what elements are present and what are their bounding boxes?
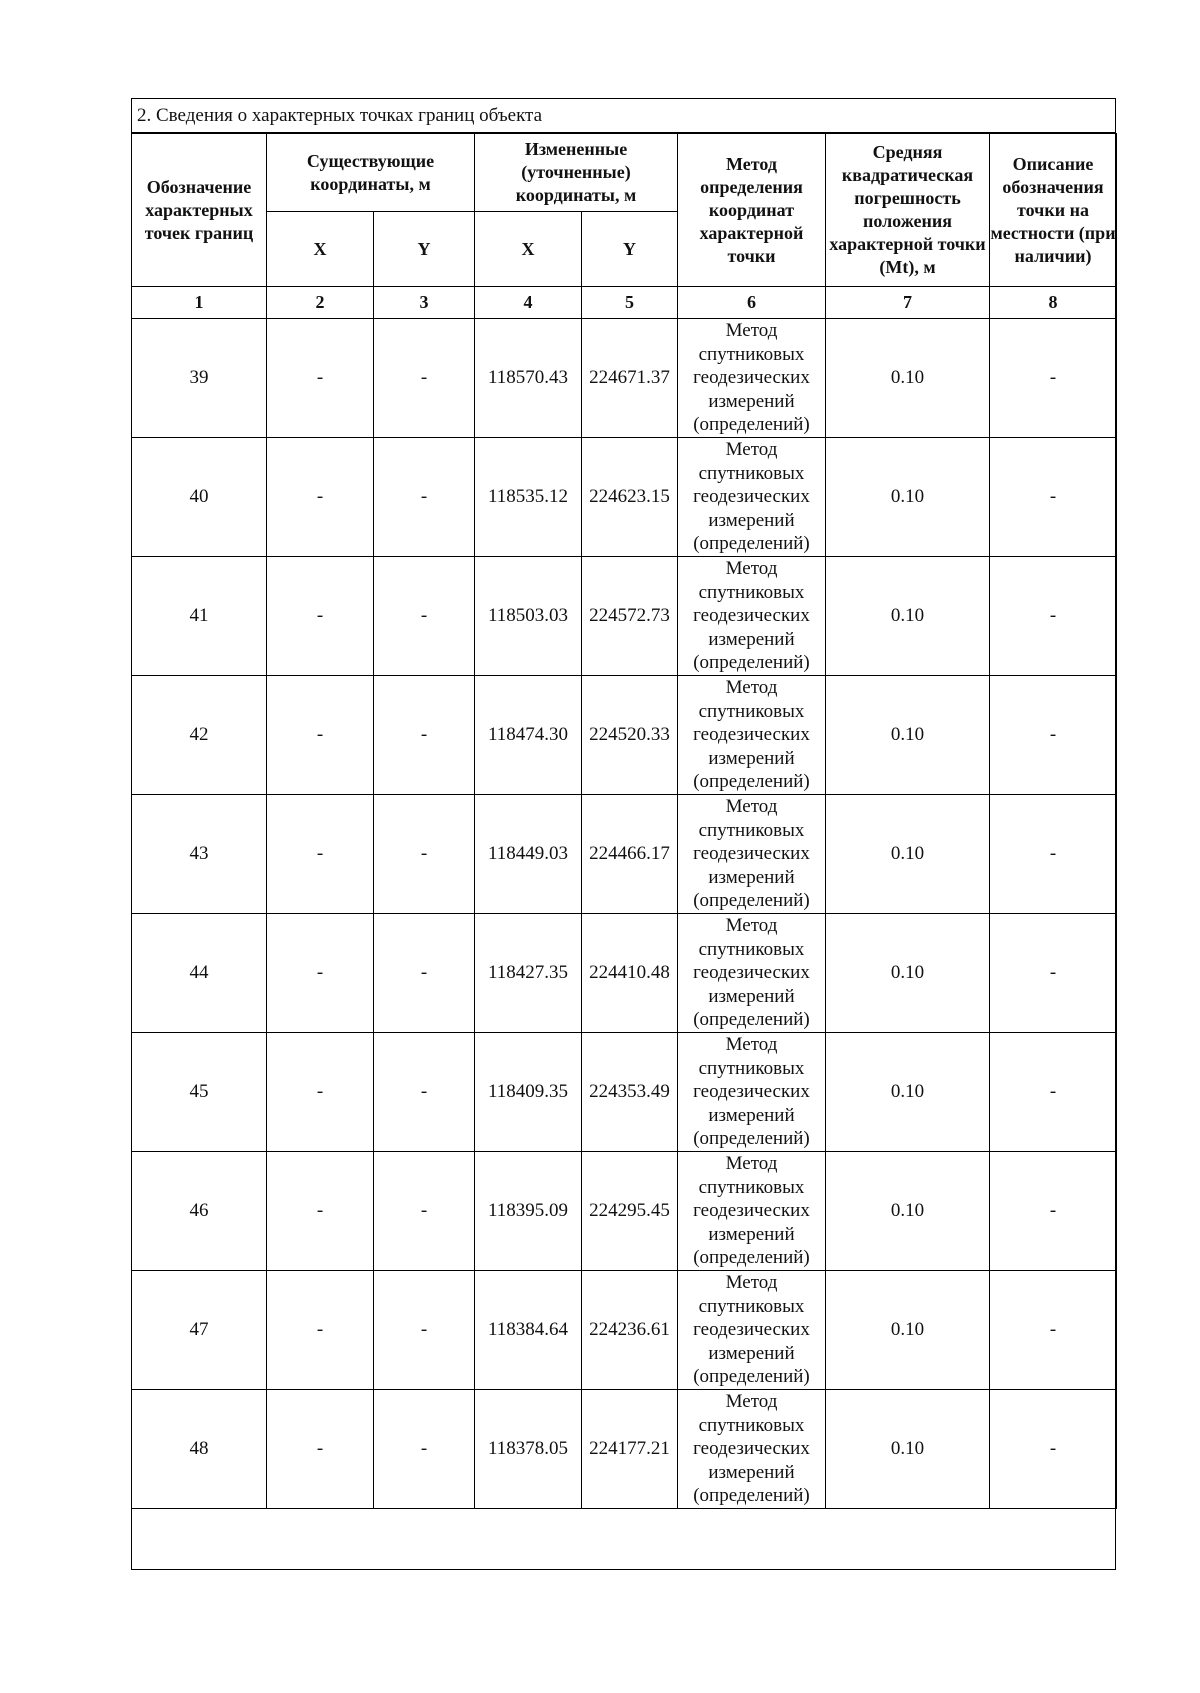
table-row: [132, 557, 1117, 676]
point-description: -: [990, 557, 1117, 676]
mean-square-error: 0.10: [826, 319, 990, 438]
mean-square-error: 0.10: [826, 557, 990, 676]
method-line: спутниковых: [698, 462, 805, 484]
point-number: 48: [132, 1390, 267, 1509]
point-description: -: [990, 1152, 1117, 1271]
header-existing-coords: Существующие координаты, м: [267, 134, 475, 212]
header-error: Средняя квадратическая погрешность положения характерной точки (Mt), м: [826, 134, 990, 287]
table-row: [132, 1152, 1117, 1271]
method-cell: [678, 1033, 826, 1152]
point-number: 47: [132, 1271, 267, 1390]
changed-x: 118535.12: [475, 438, 582, 557]
changed-x: 118427.35: [475, 914, 582, 1033]
method-line: Метод: [725, 320, 778, 342]
existing-y: -: [374, 914, 475, 1033]
point-number: 44: [132, 914, 267, 1033]
column-number: 5: [582, 287, 678, 319]
table-row: [132, 319, 1117, 438]
method-line: измерений: [708, 1104, 795, 1126]
point-description: -: [990, 1390, 1117, 1509]
existing-y: -: [374, 1271, 475, 1390]
point-description: -: [990, 676, 1117, 795]
header-designation: Обозначение характерных точек границ: [132, 134, 267, 287]
existing-y: -: [374, 319, 475, 438]
header-method: Метод определения координат характерной точки: [678, 134, 826, 287]
method-line: геодезических: [693, 1319, 810, 1341]
existing-y: -: [374, 676, 475, 795]
changed-y: 224353.49: [582, 1033, 678, 1152]
existing-y: -: [374, 438, 475, 557]
changed-y: 224236.61: [582, 1271, 678, 1390]
header-changed-x: X: [475, 212, 582, 287]
changed-y: 224177.21: [582, 1390, 678, 1509]
table-row: [132, 438, 1117, 557]
mean-square-error: 0.10: [826, 1271, 990, 1390]
point-number: 42: [132, 676, 267, 795]
method-line: Метод: [725, 677, 778, 699]
method-cell: [678, 1390, 826, 1509]
existing-y: -: [374, 1033, 475, 1152]
point-number: 43: [132, 795, 267, 914]
table-row: [132, 676, 1117, 795]
mean-square-error: 0.10: [826, 1390, 990, 1509]
existing-y: -: [374, 1152, 475, 1271]
method-line: спутниковых: [698, 700, 805, 722]
method-line: измерений: [708, 1223, 795, 1245]
changed-y: 224410.48: [582, 914, 678, 1033]
method-line: измерений: [708, 747, 795, 769]
method-line: измерений: [708, 628, 795, 650]
mean-square-error: 0.10: [826, 438, 990, 557]
changed-x: 118409.35: [475, 1033, 582, 1152]
changed-y: 224623.15: [582, 438, 678, 557]
existing-x: -: [267, 438, 374, 557]
method-line: измерений: [708, 1342, 795, 1364]
existing-x: -: [267, 914, 374, 1033]
existing-x: -: [267, 557, 374, 676]
method-line: Метод: [725, 915, 778, 937]
method-line: (определений): [693, 1009, 810, 1031]
column-number: 4: [475, 287, 582, 319]
column-number: 7: [826, 287, 990, 319]
point-description: -: [990, 438, 1117, 557]
point-description: -: [990, 1033, 1117, 1152]
table-row: [132, 1390, 1117, 1509]
changed-y: 224295.45: [582, 1152, 678, 1271]
method-line: (определений): [693, 1485, 810, 1507]
method-line: геодезических: [693, 1438, 810, 1460]
changed-y: 224572.73: [582, 557, 678, 676]
method-line: (определений): [693, 1366, 810, 1388]
changed-x: 118474.30: [475, 676, 582, 795]
changed-x: 118395.09: [475, 1152, 582, 1271]
changed-y: 224466.17: [582, 795, 678, 914]
method-cell: [678, 438, 826, 557]
method-line: спутниковых: [698, 1295, 805, 1317]
point-number: 40: [132, 438, 267, 557]
method-line: спутниковых: [698, 1176, 805, 1198]
method-line: Метод: [725, 439, 778, 461]
method-cell: [678, 795, 826, 914]
column-number: 8: [990, 287, 1117, 319]
changed-x: 118378.05: [475, 1390, 582, 1509]
mean-square-error: 0.10: [826, 795, 990, 914]
existing-x: -: [267, 795, 374, 914]
existing-x: -: [267, 1390, 374, 1509]
method-cell: [678, 914, 826, 1033]
header-changed-y: Y: [582, 212, 678, 287]
method-line: геодезических: [693, 843, 810, 865]
point-number: 46: [132, 1152, 267, 1271]
method-line: (определений): [693, 1128, 810, 1150]
method-line: измерений: [708, 985, 795, 1007]
mean-square-error: 0.10: [826, 1152, 990, 1271]
point-number: 41: [132, 557, 267, 676]
method-line: геодезических: [693, 724, 810, 746]
method-line: спутниковых: [698, 938, 805, 960]
point-description: -: [990, 1271, 1117, 1390]
method-cell: [678, 676, 826, 795]
method-line: (определений): [693, 771, 810, 793]
existing-x: -: [267, 1152, 374, 1271]
point-number: 39: [132, 319, 267, 438]
method-line: Метод: [725, 1391, 778, 1413]
method-line: Метод: [725, 1153, 778, 1175]
table-row: [132, 914, 1117, 1033]
method-line: геодезических: [693, 962, 810, 984]
point-description: -: [990, 914, 1117, 1033]
mean-square-error: 0.10: [826, 914, 990, 1033]
method-line: измерений: [708, 1461, 795, 1483]
method-line: измерений: [708, 866, 795, 888]
method-line: (определений): [693, 890, 810, 912]
section-title: 2. Сведения о характерных точках границ объекта: [131, 98, 1116, 133]
point-description: -: [990, 319, 1117, 438]
column-number: 3: [374, 287, 475, 319]
header-existing-y: Y: [374, 212, 475, 287]
method-line: геодезических: [693, 605, 810, 627]
changed-x: 118570.43: [475, 319, 582, 438]
existing-y: -: [374, 795, 475, 914]
point-description: -: [990, 795, 1117, 914]
method-line: Метод: [725, 796, 778, 818]
existing-x: -: [267, 319, 374, 438]
column-number: 1: [132, 287, 267, 319]
existing-x: -: [267, 1271, 374, 1390]
changed-y: 224520.33: [582, 676, 678, 795]
method-line: спутниковых: [698, 343, 805, 365]
point-number: 45: [132, 1033, 267, 1152]
method-line: (определений): [693, 533, 810, 555]
method-cell: [678, 319, 826, 438]
method-line: Метод: [725, 1034, 778, 1056]
method-line: измерений: [708, 390, 795, 412]
method-line: измерений: [708, 509, 795, 531]
method-line: (определений): [693, 652, 810, 674]
mean-square-error: 0.10: [826, 676, 990, 795]
method-line: Метод: [725, 1272, 778, 1294]
changed-x: 118449.03: [475, 795, 582, 914]
method-cell: [678, 1152, 826, 1271]
method-cell: [678, 557, 826, 676]
method-line: спутниковых: [698, 581, 805, 603]
method-line: спутниковых: [698, 819, 805, 841]
column-number: 6: [678, 287, 826, 319]
method-line: геодезических: [693, 486, 810, 508]
existing-y: -: [374, 557, 475, 676]
method-line: (определений): [693, 1247, 810, 1269]
method-line: (определений): [693, 414, 810, 436]
existing-x: -: [267, 1033, 374, 1152]
method-line: геодезических: [693, 367, 810, 389]
changed-x: 118384.64: [475, 1271, 582, 1390]
column-number: 2: [267, 287, 374, 319]
changed-x: 118503.03: [475, 557, 582, 676]
method-line: геодезических: [693, 1081, 810, 1103]
changed-y: 224671.37: [582, 319, 678, 438]
boundary-points-table: [131, 133, 1117, 1509]
method-line: геодезических: [693, 1200, 810, 1222]
table-row: [132, 795, 1117, 914]
method-line: спутниковых: [698, 1414, 805, 1436]
table-row: [132, 1271, 1117, 1390]
header-existing-x: X: [267, 212, 374, 287]
table-row: [132, 1033, 1117, 1152]
table-body: [132, 319, 1117, 1509]
method-line: спутниковых: [698, 1057, 805, 1079]
header-description: Описание обозначения точки на местности (при наличии): [990, 134, 1117, 287]
method-cell: [678, 1271, 826, 1390]
method-line: Метод: [725, 558, 778, 580]
existing-x: -: [267, 676, 374, 795]
existing-y: -: [374, 1390, 475, 1509]
mean-square-error: 0.10: [826, 1033, 990, 1152]
header-changed-coords: Измененные (уточненные) координаты, м: [475, 134, 678, 212]
